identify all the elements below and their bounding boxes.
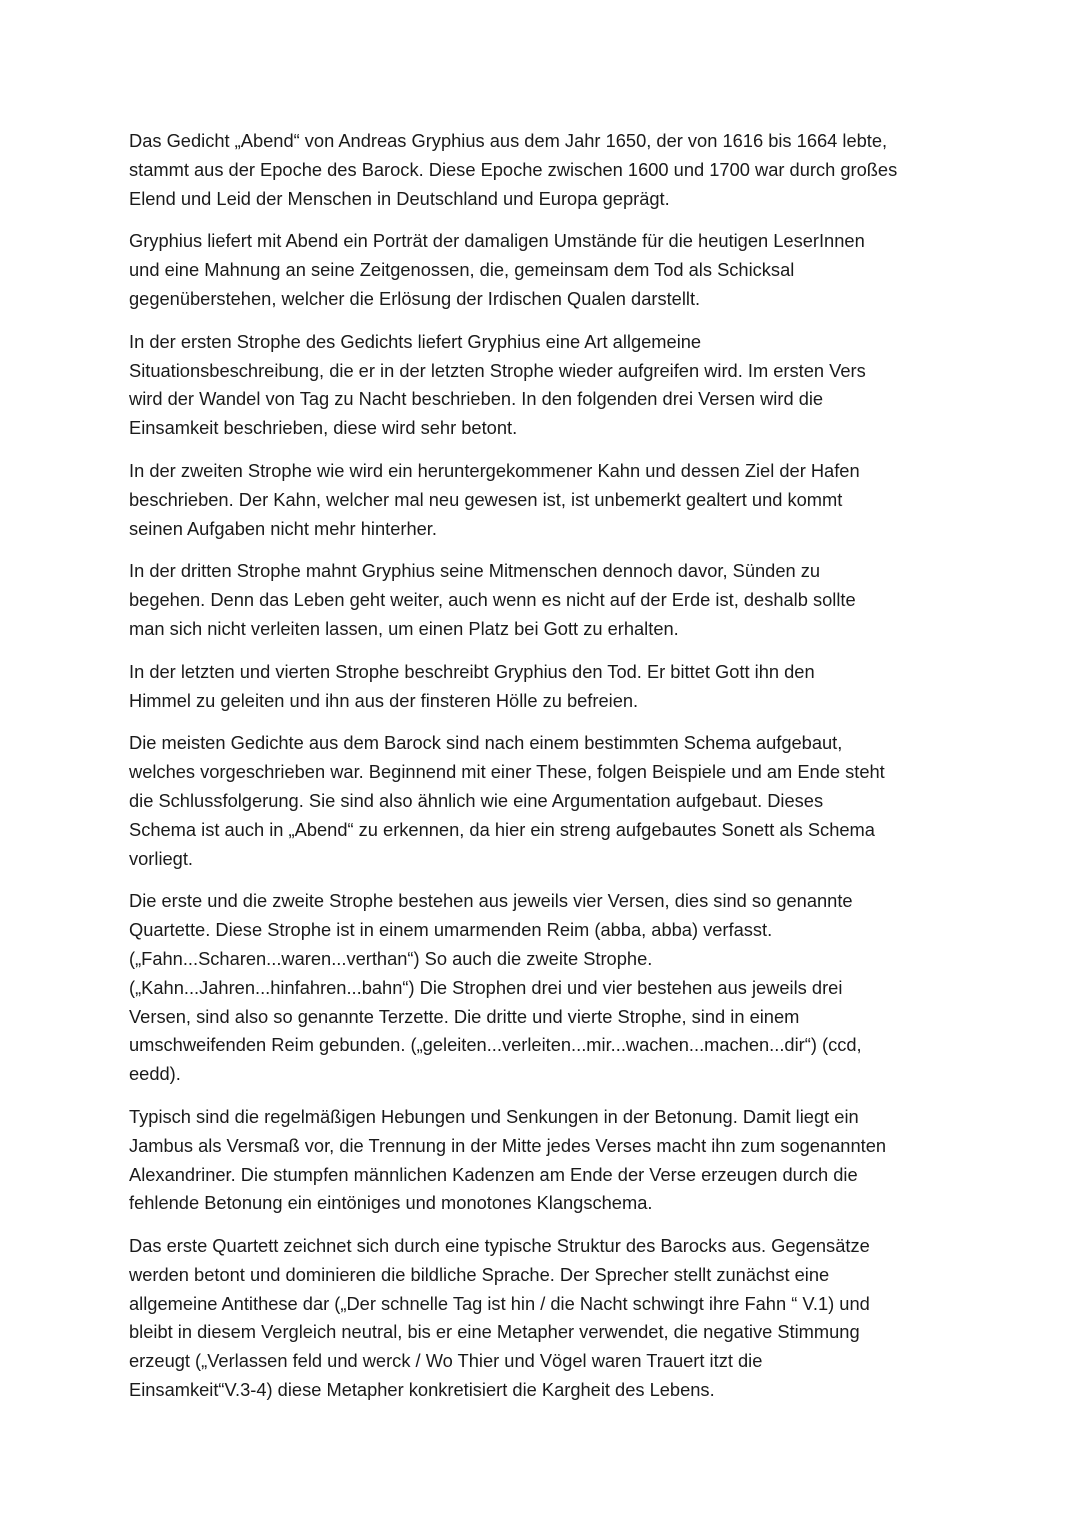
- paragraph-first-stanza: In der ersten Strophe des Gedichts liefert Gryphius eine Art allgemeine Situationsbeschreibung, die er in der letzten Strophe wieder aufgreifen wird. Im ersten Vers wird der Wandel von Tag zu Nacht beschrieben. In den folgenden drei Versen wird die Einsamkeit beschrieben, diese wird sehr betont.: [129, 330, 866, 439]
- paragraph-thesis: Gryphius liefert mit Abend ein Porträt der damaligen Umstände für die heutigen LeserInnen und eine Mahnung an seine Zeitgenossen, die, gemeinsam dem Tod als Schicksal gegenüberstehen, welcher die Erlösung der Irdischen Qualen darstellt.: [129, 230, 865, 309]
- paragraph-second-stanza: In der zweiten Strophe wie wird ein heruntergekommener Kahn und dessen Ziel der Hafen beschrieben. Der Kahn, welcher mal neu gewesen ist, ist unbemerkt gealtert und kommt seinen Aufgaben nicht mehr hinterher.: [129, 459, 860, 539]
- paragraph-rhyme-scheme: Die erste und die zweite Strophe bestehen aus jeweils vier Versen, dies sind so genannte Quartette. Diese Strophe ist in einem umarmenden Reim (abba, abba) verfasst. („Fahn...Scharen...waren...verthan“) So auch die zweite Strophe. („Kahn...Jahren...hinfahren...bahn“) Die Strophen drei und vier bestehen aus jeweils drei Versen, sind also so genannte Terzette. Die dritte und vierte Strophe, sind in einem umschweifenden Reim gebunden. („geleiten...verleiten...mir...wachen...machen...dir“) (ccd, eedd).: [129, 890, 862, 1085]
- document-page: [129, 127, 964, 1419]
- paragraph-third-stanza: In der dritten Strophe mahnt Gryphius seine Mitmenschen dennoch davor, Sünden zu begehen. Denn das Leben geht weiter, auch wenn es nicht auf der Erde ist, deshalb sollte man sich nicht verleiten lassen, um einen Platz bei Gott zu erhalten.: [129, 560, 856, 639]
- paragraph-meter: Typisch sind die regelmäßigen Hebungen und Senkungen in der Betonung. Damit liegt ein Jambus als Versmaß vor, die Trennung in der Mitte jedes Verses macht ihn zum sogenannten Alexandriner. Die stumpfen männlichen Kadenzen am Ende der Verse erzeugen durch die fehlende Betonung ein eintöniges und monotones Klangschema.: [129, 1105, 887, 1214]
- paragraph-fourth-stanza: In der letzten und vierten Strophe beschreibt Gryphius den Tod. Er bittet Gott ihn den Himmel zu geleiten und ihn aus der finsteren Hölle zu befreien.: [129, 660, 815, 711]
- paragraph-first-quartet: Das erste Quartett zeichnet sich durch eine typische Struktur des Barocks aus. Gegensätze werden betont und dominieren die bildliche Sprache. Der Sprecher stellt zunächst eine allgemeine Antithese dar („Der schnelle Tag ist hin / die Nacht schwingt ihre Fahn “ V.1) und bleibt in diesem Vergleich neutral, bis er eine Metapher verwendet, die negative Stimmung erzeugt („Verlassen feld und werck / Wo Thier und Vögel waren Trauert itzt die Einsamkeit“V.3-4) diese Metapher konkretisiert die Kargheit des Lebens.: [129, 1235, 870, 1401]
- paragraph-intro: Das Gedicht „Abend“ von Andreas Gryphius aus dem Jahr 1650, der von 1616 bis 1664 lebte, stammt aus der Epoche des Barock. Diese Epoche zwischen 1600 und 1700 war durch großes Elend und Leid der Menschen in Deutschland und Europa geprägt.: [129, 130, 898, 209]
- paragraph-sonnet-schema: Die meisten Gedichte aus dem Barock sind nach einem bestimmten Schema aufgebaut, welches vorgeschrieben war. Beginnend mit einer These, folgen Beispiele und am Ende steht die Schlussfolgerung. Sie sind also ähnlich wie eine Argumentation aufgebaut. Dieses Schema ist auch in „Abend“ zu erkennen, da hier ein streng aufgebautes Sonett als Schema vorliegt.: [129, 732, 885, 869]
